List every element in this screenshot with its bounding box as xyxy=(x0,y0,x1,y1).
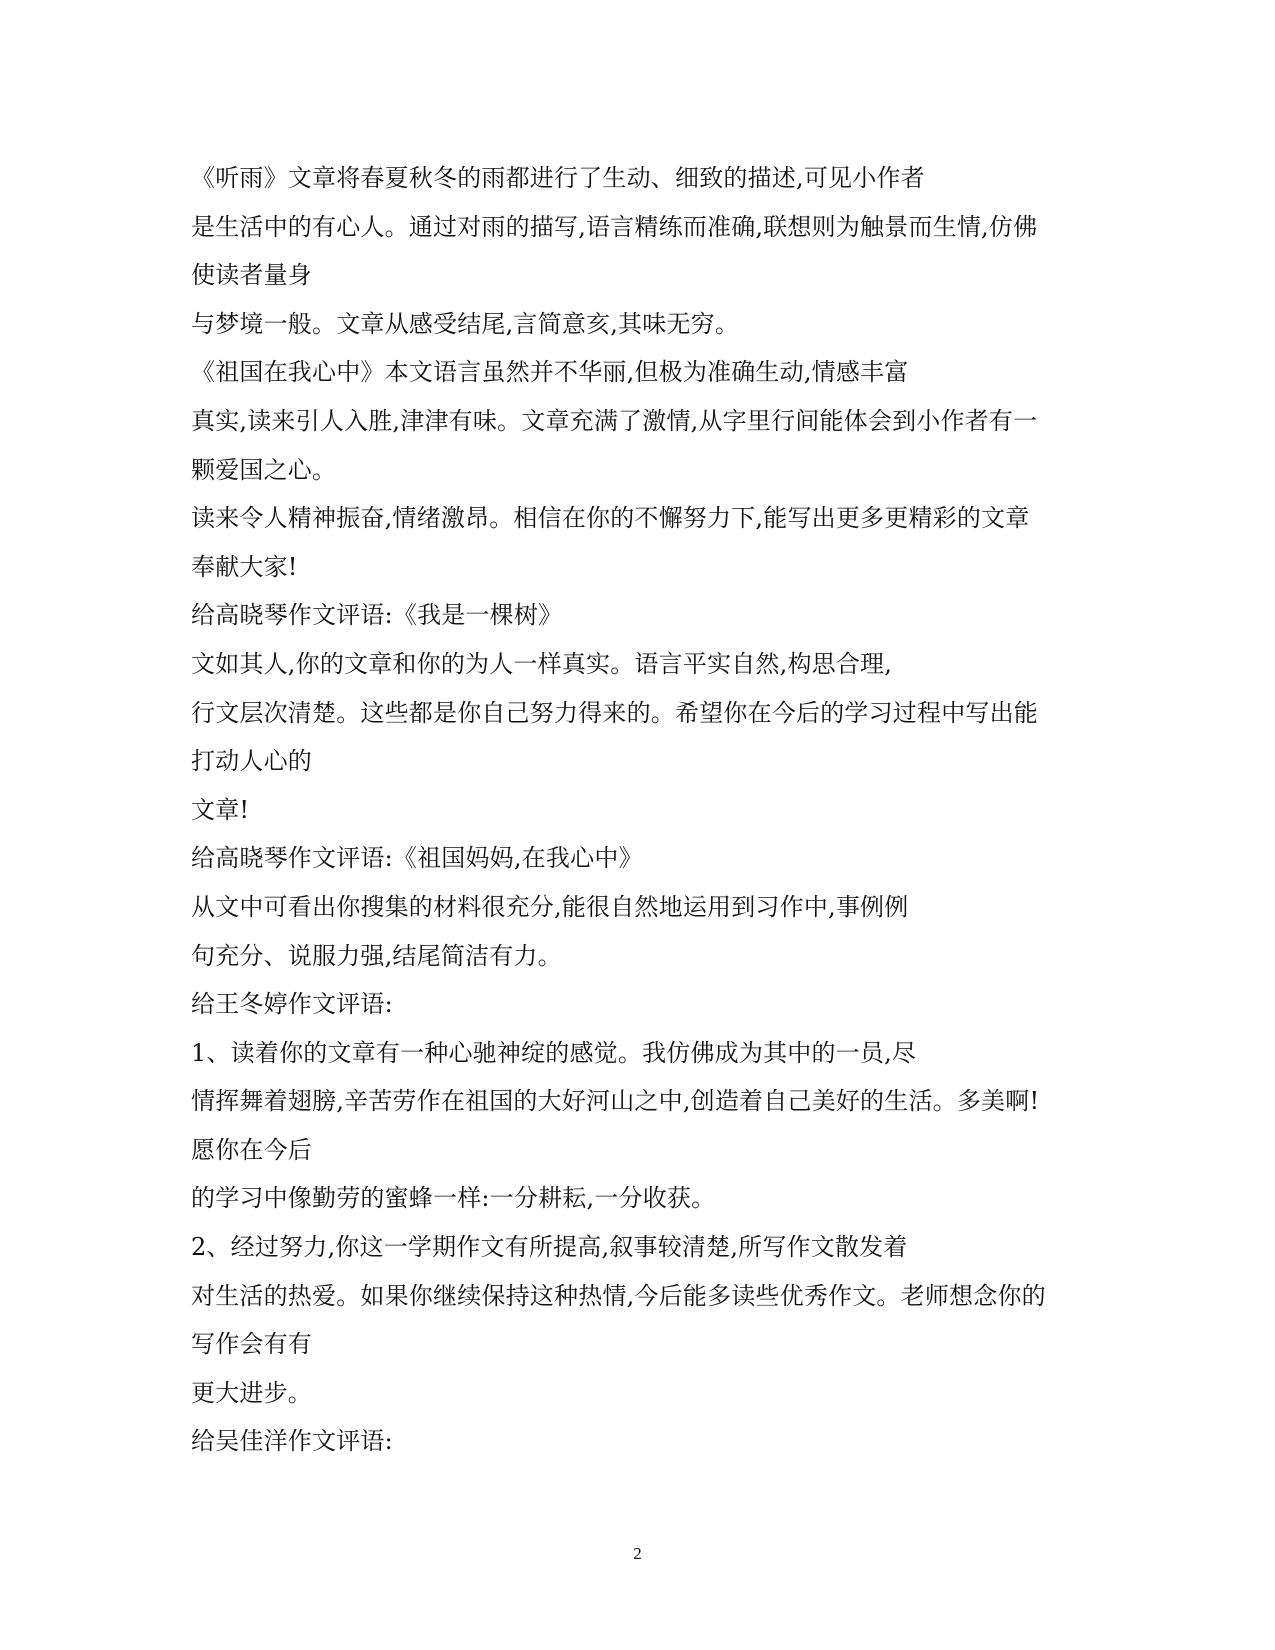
text-line: 真实,读来引人入胜,津津有味。文章充满了激情,从字里行间能体会到小作者有一 xyxy=(191,406,1038,435)
section-heading: 给高晓琴作文评语:《祖国妈妈,在我心中》 xyxy=(191,844,643,873)
text-line: 打动人心的 xyxy=(191,747,312,776)
text-line: 行文层次清楚。这些都是你自己努力得来的。希望你在今后的学习过程中写出能 xyxy=(191,698,1038,727)
text-line: 从文中可看出你搜集的材料很充分,能很自然地运用到习作中,事例例 xyxy=(191,892,909,921)
text-line: 文如其人,你的文章和你的为人一样真实。语言平实自然,构思合理, xyxy=(191,649,893,678)
text-line: 的学习中像勤劳的蜜蜂一样:一分耕耘,一分收获。 xyxy=(191,1184,716,1213)
text-line: 奉献大家! xyxy=(191,552,298,581)
section-heading: 给吴佳洋作文评语: xyxy=(191,1427,393,1456)
text-line: 2、经过努力,你这一学期作文有所提高,叙事较清楚,所写作文散发着 xyxy=(191,1233,908,1262)
text-line: 更大进步。 xyxy=(191,1378,312,1407)
text-line: 文章! xyxy=(191,795,250,824)
text-line: 情挥舞着翅膀,辛苦劳作在祖国的大好河山之中,创造着自己美好的生活。多美啊! xyxy=(191,1087,1040,1116)
text-line: 《祖国在我心中》本文语言虽然并不华丽,但极为准确生动,情感丰富 xyxy=(191,358,909,387)
text-line: 颗爱国之心。 xyxy=(191,455,337,484)
text-line: 《听雨》文章将春夏秋冬的雨都进行了生动、细致的描述,可见小作者 xyxy=(191,164,925,192)
text-line: 读来令人精神振奋,情绪激昂。相信在你的不懈努力下,能写出更多更精彩的文章 xyxy=(191,504,1030,533)
text-line: 1、读着你的文章有一种心驰神绽的感觉。我仿佛成为其中的一员,尽 xyxy=(191,1038,917,1067)
text-line: 句充分、说服力强,结尾简洁有力。 xyxy=(191,941,562,970)
text-line: 愿你在今后 xyxy=(191,1135,312,1164)
text-line: 是生活中的有心人。通过对雨的描写,语言精练而准确,联想则为触景而生情,仿佛 xyxy=(191,212,1038,241)
body-text xyxy=(191,154,1091,1466)
text-line: 对生活的热爱。如果你继续保持这种热情,今后能多读些优秀作文。老师想念你的 xyxy=(191,1281,1046,1310)
text-line: 使读者量身 xyxy=(191,261,312,290)
section-heading: 给高晓琴作文评语:《我是一棵树》 xyxy=(191,601,563,630)
text-line: 写作会有有 xyxy=(191,1330,312,1359)
section-heading: 给王冬婷作文评语: xyxy=(191,990,393,1019)
page-number: 2 xyxy=(633,1544,642,1563)
text-line: 与梦境一般。文章从感受结尾,言简意亥,其味无穷。 xyxy=(191,309,740,338)
